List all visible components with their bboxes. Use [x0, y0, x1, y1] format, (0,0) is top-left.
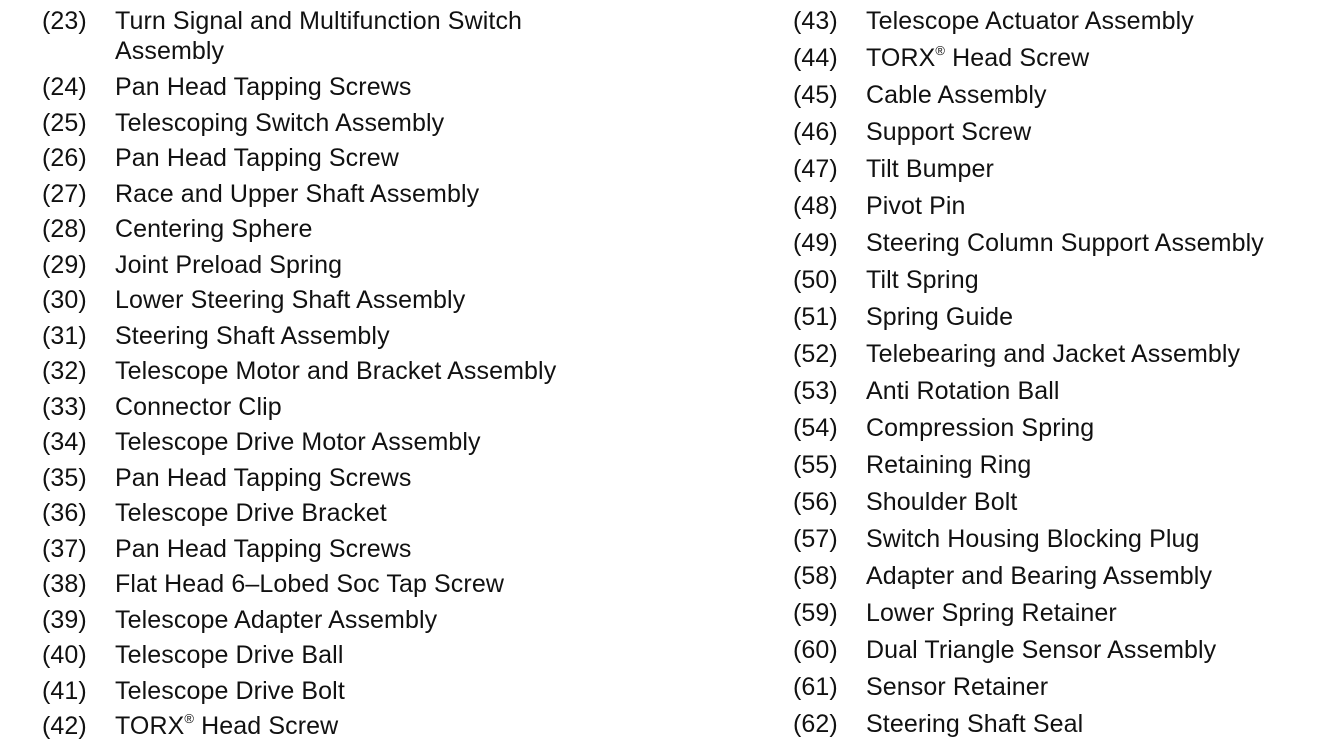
item-number: (36): [42, 499, 87, 527]
list-item: [42, 6, 635, 66]
item-label: Spring Guide: [866, 303, 1014, 331]
item-number: (26): [42, 144, 87, 172]
registered-mark: ®: [184, 711, 195, 726]
item-label: Shoulder Bolt: [866, 488, 1018, 516]
item-number: (37): [42, 535, 87, 563]
item-label: Telescoping Switch Assembly: [115, 109, 445, 137]
item-number: (57): [793, 525, 838, 553]
list-item: [793, 43, 1089, 73]
item-label: Telescope Drive Bracket: [115, 499, 387, 527]
item-number: (60): [793, 636, 838, 664]
item-label: Telescope Drive Bolt: [115, 677, 345, 705]
item-number: (47): [793, 155, 838, 183]
item-label: Connector Clip: [115, 393, 282, 421]
item-label: Telescope Drive Ball: [115, 641, 344, 669]
list-item: [793, 265, 979, 295]
list-item: [42, 711, 338, 741]
item-number: (29): [42, 251, 87, 279]
list-item: [42, 108, 444, 138]
list-item: [42, 285, 465, 315]
item-label: Lower Spring Retainer: [866, 599, 1117, 627]
list-item: [42, 569, 504, 599]
item-number: (35): [42, 464, 87, 492]
item-number: (46): [793, 118, 838, 146]
list-item: [42, 463, 411, 493]
list-item: [793, 413, 1094, 443]
item-number: (49): [793, 229, 838, 257]
item-label: Joint Preload Spring: [115, 251, 343, 279]
item-label: Tilt Spring: [866, 266, 979, 294]
list-item: [793, 524, 1200, 554]
list-item: [793, 672, 1048, 702]
item-label: Steering Shaft Assembly: [115, 322, 390, 350]
item-label: Telescope Actuator Assembly: [866, 7, 1194, 35]
item-label: Centering Sphere: [115, 215, 313, 243]
list-item: [793, 487, 1017, 517]
list-item: [793, 598, 1117, 628]
item-label: [115, 711, 338, 741]
item-number: (27): [42, 180, 87, 208]
registered-mark: ®: [935, 43, 946, 58]
list-item: [42, 498, 387, 528]
item-number: (61): [793, 673, 838, 701]
list-item: [793, 561, 1212, 591]
item-label: Pan Head Tapping Screw: [115, 144, 399, 172]
item-number: (45): [793, 81, 838, 109]
list-item: [793, 228, 1264, 258]
item-label: Steering Shaft Seal: [866, 710, 1084, 738]
item-number: (56): [793, 488, 838, 516]
item-label: Telescope Drive Motor Assembly: [115, 428, 481, 456]
item-number: (50): [793, 266, 838, 294]
item-label: Pivot Pin: [866, 192, 966, 220]
item-number: (42): [42, 712, 87, 740]
list-item: [793, 376, 1060, 406]
list-item: [793, 191, 966, 221]
item-number: (59): [793, 599, 838, 627]
list-item: [42, 250, 342, 280]
item-number: (23): [42, 7, 87, 35]
item-number: (28): [42, 215, 87, 243]
item-label: [866, 43, 1089, 73]
item-number: (38): [42, 570, 87, 598]
item-label: Race and Upper Shaft Assembly: [115, 180, 480, 208]
list-item: [42, 321, 390, 351]
item-label: Support Screw: [866, 118, 1032, 146]
item-label: Adapter and Bearing Assembly: [866, 562, 1213, 590]
item-label-text-after: Head Screw: [945, 44, 1090, 72]
item-label: Cable Assembly: [866, 81, 1047, 109]
item-label: Telebearing and Jacket Assembly: [866, 340, 1241, 368]
item-number: (41): [42, 677, 87, 705]
list-item: [42, 605, 437, 635]
list-item: [42, 534, 411, 564]
item-label: Flat Head 6–Lobed Soc Tap Screw: [115, 570, 504, 598]
list-item: [793, 450, 1031, 480]
item-number: (24): [42, 73, 87, 101]
item-label-text-after: Head Screw: [194, 712, 339, 740]
item-label-text: TORX: [866, 44, 936, 72]
list-item: [793, 80, 1047, 110]
item-number: (58): [793, 562, 838, 590]
item-label: Pan Head Tapping Screws: [115, 535, 412, 563]
item-number: (39): [42, 606, 87, 634]
item-label: Pan Head Tapping Screws: [115, 73, 412, 101]
item-label: Switch Housing Blocking Plug: [866, 525, 1200, 553]
list-item: [42, 179, 479, 209]
item-label: Compression Spring: [866, 414, 1095, 442]
item-number: (34): [42, 428, 87, 456]
item-label: Pan Head Tapping Screws: [115, 464, 412, 492]
item-label: Steering Column Support Assembly: [866, 229, 1264, 257]
item-label-text: TORX: [115, 712, 185, 740]
item-label: Telescope Motor and Bracket Assembly: [115, 357, 557, 385]
item-number: (30): [42, 286, 87, 314]
item-label: Anti Rotation Ball: [866, 377, 1060, 405]
item-number: (55): [793, 451, 838, 479]
item-number: (43): [793, 7, 838, 35]
item-label: Lower Steering Shaft Assembly: [115, 286, 466, 314]
item-number: (54): [793, 414, 838, 442]
item-label: Dual Triangle Sensor Assembly: [866, 636, 1217, 664]
item-number: (44): [793, 44, 838, 72]
list-item: [793, 117, 1031, 147]
item-label: Tilt Bumper: [866, 155, 994, 183]
item-number: (52): [793, 340, 838, 368]
list-item: [42, 143, 399, 173]
list-item: [793, 709, 1083, 739]
item-label: Turn Signal and Multifunction Switch Assembly: [115, 7, 523, 65]
list-item: [793, 635, 1216, 665]
item-label: Retaining Ring: [866, 451, 1032, 479]
item-number: (51): [793, 303, 838, 331]
item-number: (33): [42, 393, 87, 421]
item-label: Sensor Retainer: [866, 673, 1049, 701]
item-number: (32): [42, 357, 87, 385]
list-item: [42, 392, 282, 422]
list-item: [793, 302, 1013, 332]
item-number: (48): [793, 192, 838, 220]
list-item: [793, 6, 1194, 36]
list-item: [793, 339, 1240, 369]
item-number: (31): [42, 322, 87, 350]
item-number: (40): [42, 641, 87, 669]
list-item: [42, 356, 556, 386]
item-label: Telescope Adapter Assembly: [115, 606, 438, 634]
list-item: [42, 640, 344, 670]
list-item: [42, 72, 411, 102]
list-item: [42, 214, 313, 244]
item-number: (53): [793, 377, 838, 405]
list-item: [42, 427, 481, 457]
item-number: (62): [793, 710, 838, 738]
item-number: (25): [42, 109, 87, 137]
list-item: [793, 154, 994, 184]
list-item: [42, 676, 345, 706]
